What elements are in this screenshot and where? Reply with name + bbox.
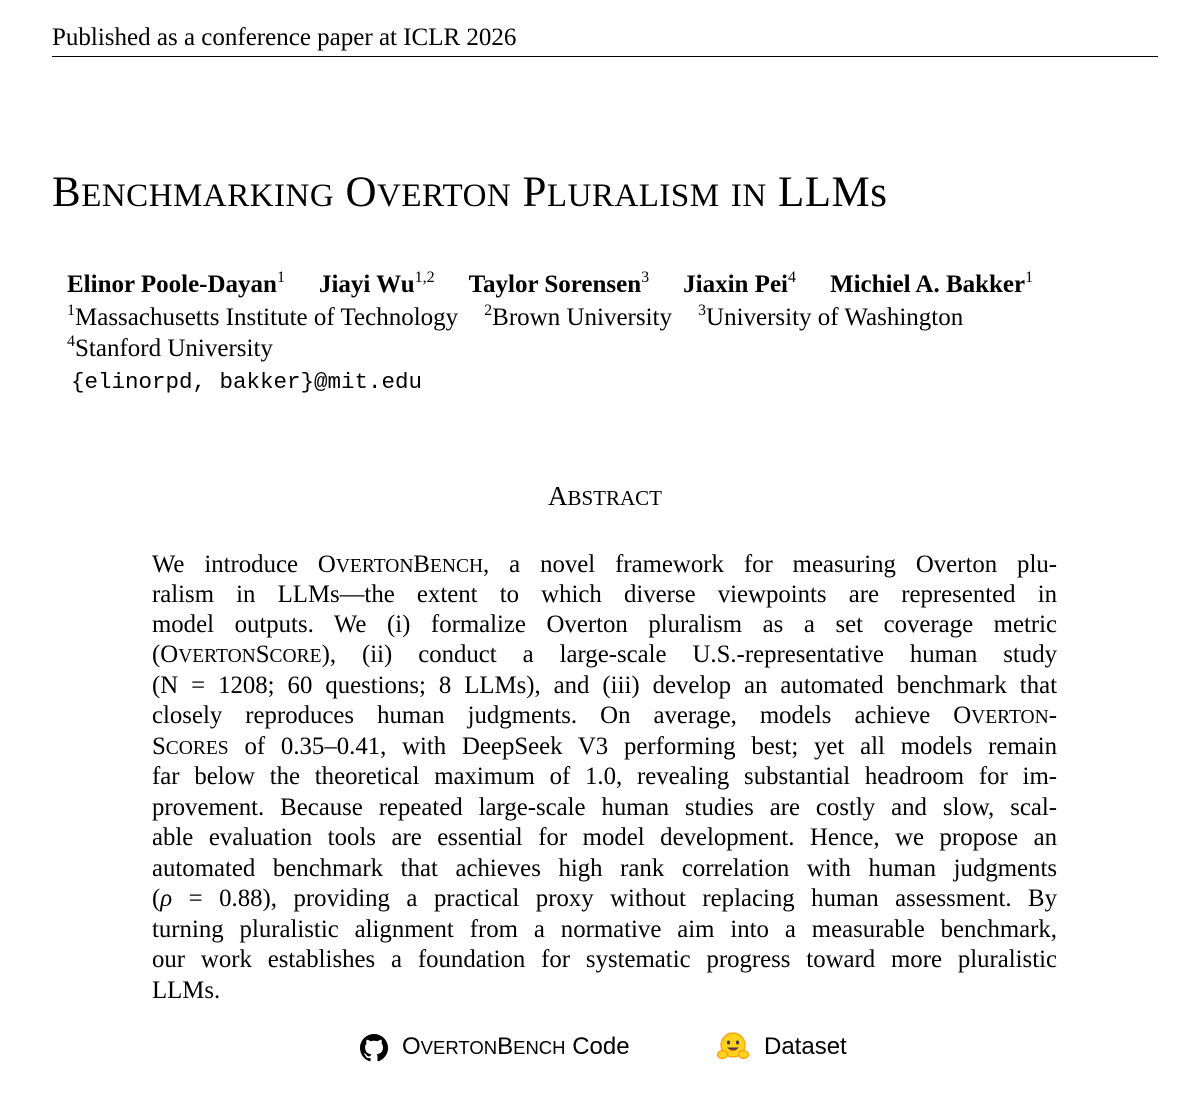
affiliation: $^3$University of Washington bbox=[698, 302, 964, 331]
abstract-line: (N = 1208; 60 questions; 8 LLMs), and (iii) develop an automated benchmark that bbox=[152, 672, 1057, 699]
hugging-face-icon bbox=[716, 1032, 750, 1062]
abstract-line: ralism in LLMs—the extent to which diverse viewpoints are represented in bbox=[152, 581, 1057, 608]
github-icon bbox=[360, 1034, 388, 1062]
title-word: LLMs bbox=[777, 169, 888, 216]
abstract-line: far below the theoretical maximum of 1.0, revealing substantial headroom for im- bbox=[152, 763, 1057, 790]
abstract-line: SCORES of 0.35–0.41, with DeepSeek V3 performing best; yet all models remain bbox=[152, 733, 1057, 760]
code-link-label: OVERTONBENCH Code bbox=[402, 1033, 630, 1060]
code-link[interactable] bbox=[360, 1030, 630, 1065]
abstract-line: closely reproduces human judgments. On average, models achieve OVERTON- bbox=[152, 702, 1057, 729]
author: Taylor Sorensen$^3$ bbox=[468, 269, 650, 298]
dataset-link[interactable] bbox=[716, 1030, 847, 1064]
abstract-line: our work establishes a foundation for systematic progress toward more pluralistic bbox=[152, 946, 1057, 973]
running-header: Published as a conference paper at ICLR 2026 bbox=[52, 24, 517, 51]
abstract-line: turning pluralistic alignment from a normative aim into a measurable benchmark, bbox=[152, 916, 1057, 943]
author-list bbox=[67, 268, 1167, 302]
author: Jiayi Wu$^{1,2}$ bbox=[318, 269, 435, 298]
abstract-line: automated benchmark that achieves high rank correlation with human judgments bbox=[152, 855, 1057, 882]
author: Michiel A. Bakker$^1$ bbox=[829, 269, 1034, 298]
title-word: PLURALISM bbox=[522, 169, 720, 216]
abstract-line: (ρ = 0.88), providing a practical proxy without replacing human assessment. By bbox=[152, 885, 1057, 912]
header-rule bbox=[52, 56, 1158, 57]
paper-title bbox=[52, 166, 1158, 223]
title-word: OVERTON bbox=[345, 169, 512, 216]
abstract-line: able evaluation tools are essential for model development. Hence, we propose an bbox=[152, 824, 1057, 851]
affiliation-line bbox=[67, 333, 1167, 365]
author: Jiaxin Pei$^4$ bbox=[683, 269, 796, 298]
affiliation: $^4$Stanford University bbox=[67, 333, 273, 362]
resource-links bbox=[360, 1030, 880, 1066]
author: Elinor Poole-Dayan$^1$ bbox=[67, 269, 285, 298]
abstract-line: provement. Because repeated large-scale human studies are costly and slow, scal- bbox=[152, 794, 1057, 821]
title-word: IN bbox=[730, 178, 767, 214]
abstract-heading: ABSTRACT bbox=[547, 481, 663, 511]
abstract-line: We introduce OVERTONBENCH, a novel framework for measuring Overton plu- bbox=[152, 551, 1057, 578]
abstract-line: (OVERTONSCORE), (ii) conduct a large-scale U.S.-representative human study bbox=[152, 641, 1057, 668]
dataset-link-label: Dataset bbox=[764, 1033, 847, 1060]
title-word: BENCHMARKING bbox=[52, 169, 335, 216]
affiliation-line bbox=[67, 302, 1167, 334]
affiliation: $^2$Brown University bbox=[484, 302, 673, 331]
abstract-line: model outputs. We (i) formalize Overton pluralism as a set coverage metric bbox=[152, 611, 1057, 638]
affiliation: $^1$Massachusetts Institute of Technology bbox=[67, 302, 459, 331]
contact-email: {elinorpd, bakker}@mit.edu bbox=[71, 369, 423, 395]
abstract-line: LLMs. bbox=[152, 977, 221, 1004]
